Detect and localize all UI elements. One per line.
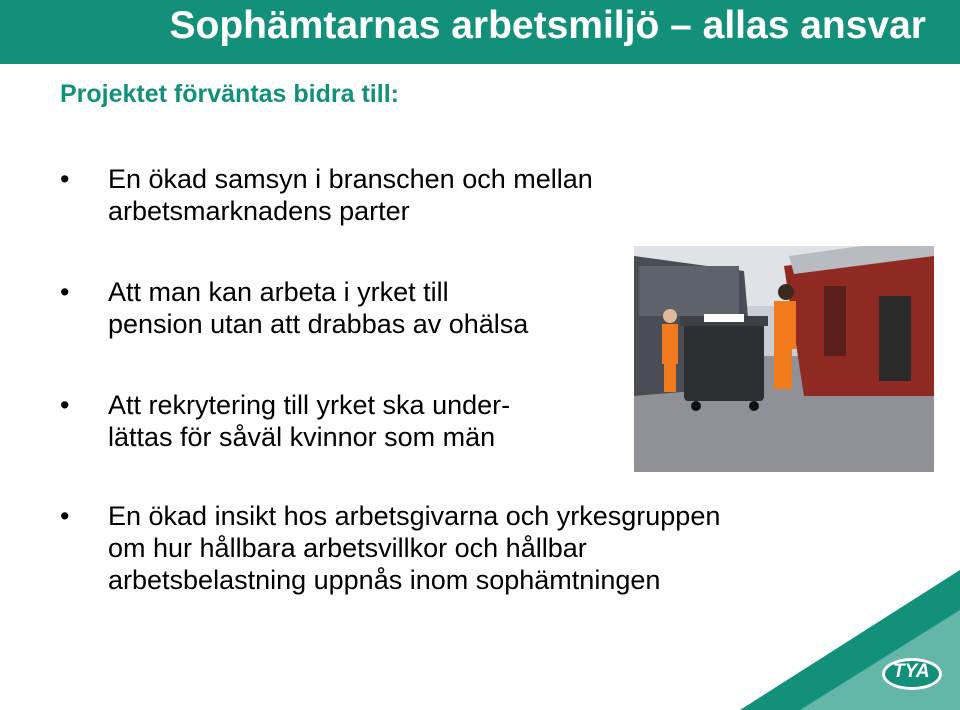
title-bar bbox=[0, 0, 960, 64]
bullet-text-line: Att rekrytering till yrket ska under- bbox=[108, 390, 511, 420]
bullet-text-line: om hur hållbara arbetsvillkor och hållbar bbox=[108, 533, 587, 563]
bullet-text-line: pension utan att drabbas av ohälsa bbox=[108, 309, 529, 339]
logo-text: TYA bbox=[893, 661, 930, 682]
bullet-dot-icon: • bbox=[60, 277, 70, 307]
bullet-text-line: Att man kan arbeta i yrket till bbox=[108, 277, 449, 307]
bullet-text-line: arbetsmarknadens parter bbox=[108, 196, 410, 226]
tya-logo-icon bbox=[880, 652, 944, 692]
garbage-collection-photo bbox=[634, 246, 934, 472]
bullet-text-line: En ökad insikt hos arbetsgivarna och yrkesgruppen bbox=[108, 501, 721, 531]
bullet-text-line: arbetsbelastning uppnås inom sophämtningen bbox=[108, 565, 661, 595]
bullet-dot-icon: • bbox=[60, 164, 70, 194]
slide-subtitle: Projektet förväntas bidra till: bbox=[60, 80, 399, 108]
bullet-dot-icon: • bbox=[60, 501, 70, 531]
bullet-dot-icon: • bbox=[60, 390, 70, 420]
bullet-item bbox=[60, 163, 593, 227]
bullet-text-line: lättas för såväl kvinnor som män bbox=[108, 422, 496, 452]
page-title: Sophämtarnas arbetsmiljö – allas ansvar bbox=[169, 4, 926, 47]
bullet-text-line: En ökad samsyn i branschen och mellan bbox=[108, 164, 593, 194]
bullet-item bbox=[60, 389, 510, 453]
bullet-item bbox=[60, 500, 720, 596]
bullet-item bbox=[60, 276, 528, 340]
